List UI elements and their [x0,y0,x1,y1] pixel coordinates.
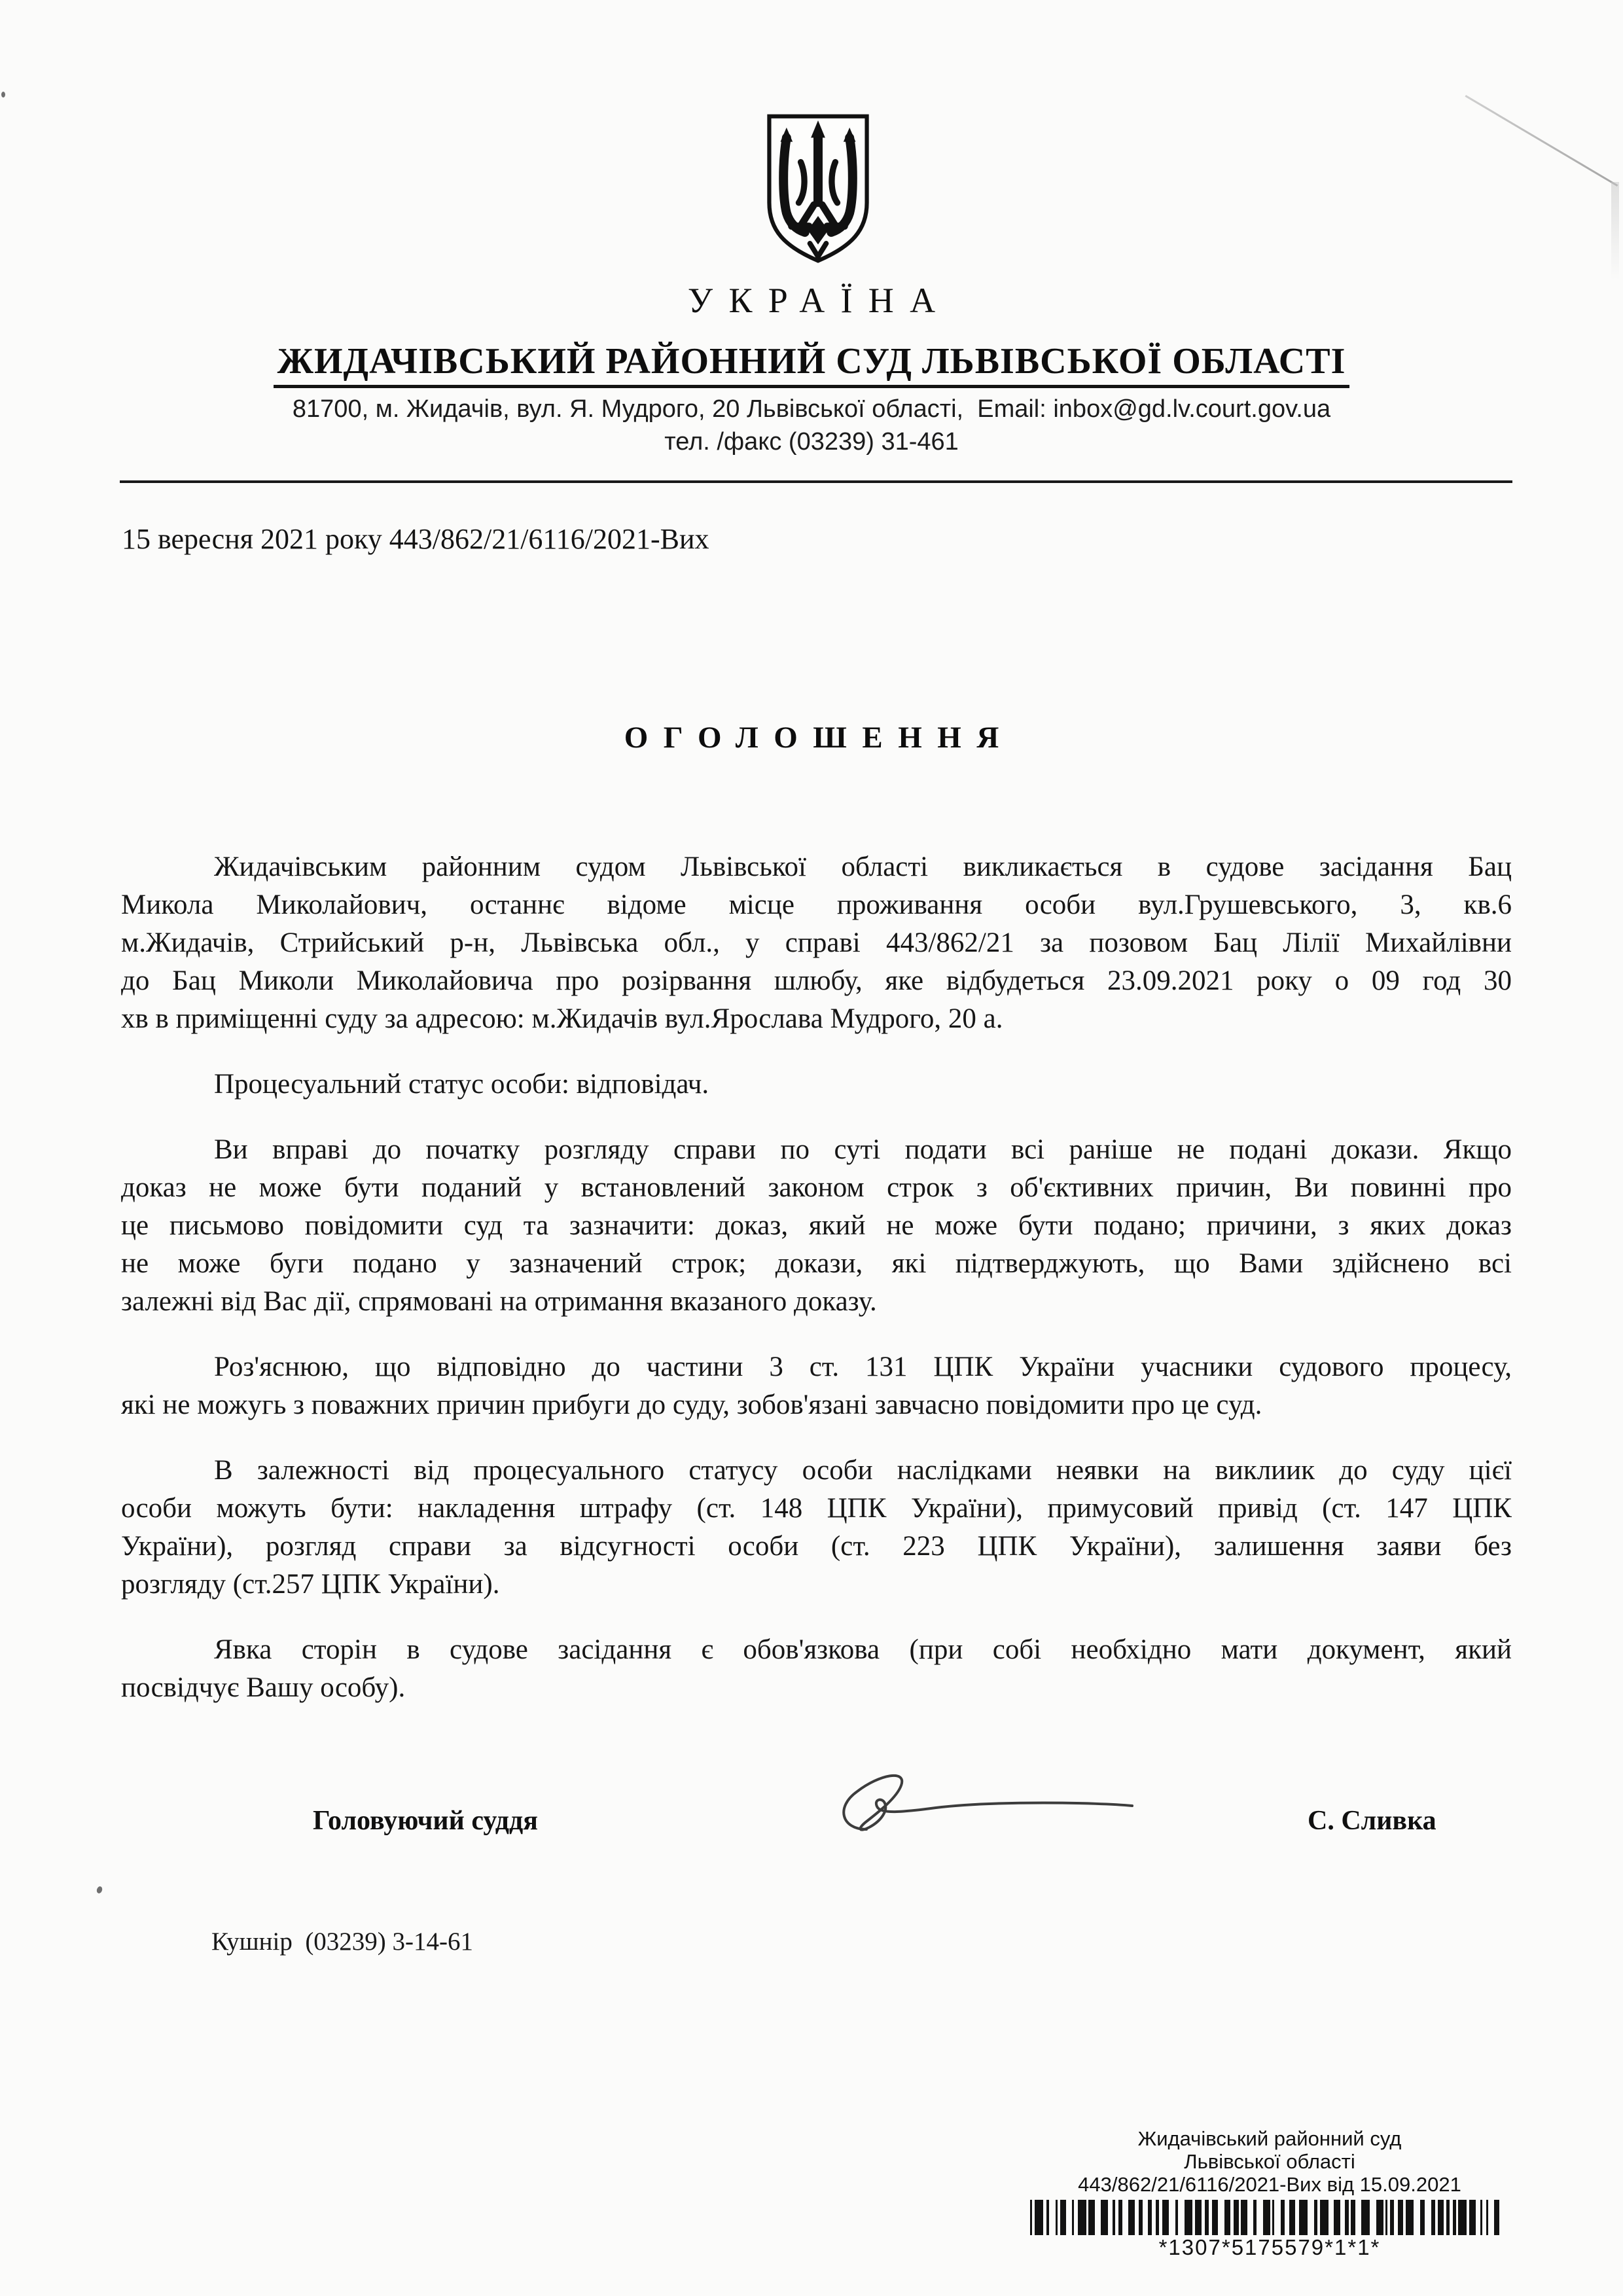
paragraph [121,1131,1512,1321]
paragraph-line: Роз'яснюю, що відповідно до частини 3 ст. 131 ЦПК України учасники судового процесу, [214,1352,1512,1382]
barcode-text: *1307*5175579*1*1* [1158,2235,1381,2259]
judge-role-label: Головуючий суддя [313,1806,538,1836]
stamp-court-name: Жидачівський районний суд [1137,2127,1402,2150]
court-phone: тел. /факс (03239) 31-461 [664,428,959,456]
paragraph [121,1631,1512,1707]
stamp-reference: 443/862/21/6116/2021-Вих від 15.09.2021 [1078,2173,1461,2196]
paragraph [121,1348,1512,1424]
paragraph [121,1452,1512,1604]
paragraph-line: В залежності від процесуального статусу особи наслідками неявки на виклиик до суду цієї [214,1455,1512,1486]
paragraph-line: це письмово повідомити суд та зазначити: доказ, який не може бути подано; причини, з яких доказ [121,1210,1512,1241]
body-paragraphs [121,848,1512,1734]
registration-stamp [1027,2127,1512,2260]
paragraph-line: хв в приміщенні суду за адресою: м.Жидачів вул.Ярослава Мудрого, 20 а. [121,1003,1003,1034]
paragraph-line: до Бац Миколи Миколайовича про розірвання шлюбу, яке відбудеться 23.09.2021 року о 09 год 30 [121,965,1512,996]
paragraph-line: України), розгляд справи за відсугності особи (ст. 223 ЦПК України), залишення заяви без [121,1531,1512,1562]
country-title: УКРАЇНА [687,281,952,320]
date-reference-line: 15 вересня 2021 року 443/862/21/6116/2021-Вих [122,523,709,555]
paragraph-line: Процесуальний статус особи: відповідач. [214,1069,709,1100]
paragraph-line: Микола Миколайович, останнє відоме місце проживання особи вул.Грушевського, 3, кв.6 [121,889,1512,920]
paragraph-line: залежні від Вас дії, спрямовані на отримання вказаного доказу. [121,1286,877,1317]
paragraph [121,848,1512,1038]
paragraph-line: не може буги подано у зазначений строк; докази, які підтверджують, що Вами здійснено всі [121,1248,1512,1279]
paragraph-line: особи можуть бути: накладення штрафу (ст. 148 ЦПК України), примусовий привід (ст. 147 ЦПК [121,1493,1512,1524]
court-name-wrap [0,340,1623,388]
ukraine-trident-emblem-icon [761,111,875,264]
paragraph-line: які не можугь з поважних причин прибуги до суду, зобов'язані завчасно повідомити про це суд. [121,1390,1262,1420]
document-title: ОГОЛОШЕННЯ [624,721,1014,755]
court-name: ЖИДАЧІВСЬКИЙ РАЙОННИЙ СУД ЛЬВІВСЬКОЇ ОБЛАСТІ [274,340,1350,388]
scan-speck [1,92,5,98]
page-fold-shadow [1611,182,1619,280]
paragraph-line: розгляду (ст.257 ЦПК України). [121,1569,500,1600]
paragraph-line: Жидачівським районним судом Львівської області викликається в судове засідання Бац [214,852,1512,882]
paragraph-line: м.Жидачів, Стрийський р-н, Львівська обл., у справі 443/862/21 за позовом Бац Лілії Михайлівни [121,927,1512,958]
judge-signature-icon [823,1766,1164,1839]
paragraph-line: посвідчує Вашу особу). [121,1672,406,1703]
header-rule [120,480,1512,483]
court-address: 81700, м. Жидачів, вул. Я. Мудрого, 20 Львівської області, Email: inbox@gd.lv.court.gov.ua [292,395,1331,423]
clerk-contact-line: Кушнір (03239) 3-14-61 [211,1928,474,1956]
paragraph-line: доказ не може бути поданий у встановлений законом строк з об'єктивних причин, Ви повинні про [121,1172,1512,1203]
barcode [1027,2200,1512,2235]
paragraph-line: Ви вправі до початку розгляду справи по суті подати всі раніше не подані докази. Якщо [214,1134,1512,1165]
page-fold-line [1465,95,1618,187]
judge-name: С. Сливка [1308,1806,1436,1836]
paragraph [121,1066,1512,1103]
paragraph-line: Явка сторін в судове засідання є обов'язкова (при собі необхідно мати документ, який [214,1634,1512,1665]
stamp-court-region: Львівської області [1184,2150,1355,2173]
scan-speck [96,1886,103,1894]
